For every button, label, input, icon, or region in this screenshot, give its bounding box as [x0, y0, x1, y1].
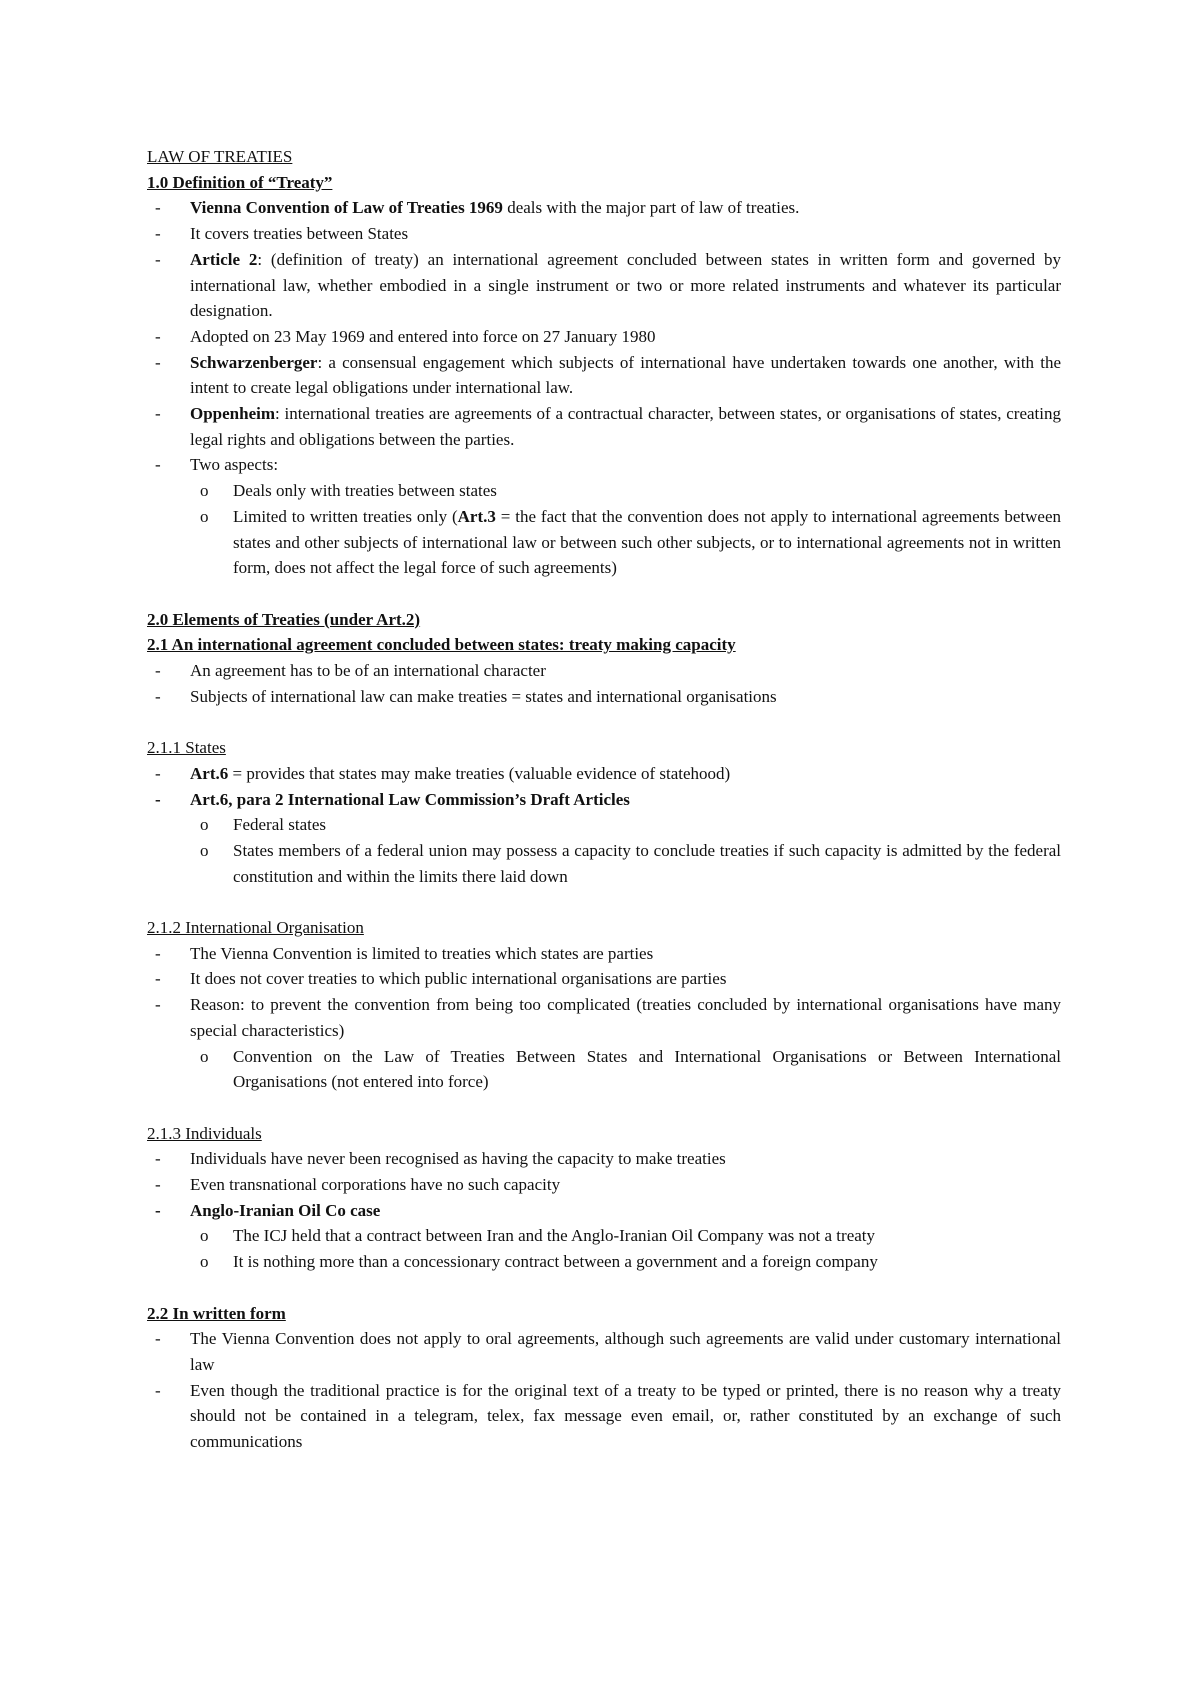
list-item	[147, 1146, 1061, 1172]
section-2-2-list	[147, 1326, 1061, 1455]
item-text: It covers treaties between States	[190, 224, 409, 244]
bold-term: Article 2	[190, 249, 258, 269]
item-text: It is nothing more than a concessionary contract between a government and a foreign company	[233, 1252, 878, 1272]
item-text: Individuals have never been recognised as having the capacity to make treaties	[190, 1149, 726, 1169]
bold-term: Vienna Convention of Law of Treaties 1969	[190, 198, 503, 218]
bold-term: Art.6, para 2 International Law Commission’s Draft Articles	[190, 789, 630, 809]
sub-list-item	[190, 812, 1061, 838]
bold-term: Art.6	[190, 763, 229, 783]
item-text: It does not cover treaties to which public international organisations are parties	[190, 969, 727, 989]
item-text: Two aspects:	[190, 455, 279, 475]
list-item	[147, 787, 1061, 890]
sub-list-item	[190, 504, 1061, 581]
item-text: Even transnational corporations have no such capacity	[190, 1175, 561, 1195]
item-text: The ICJ held that a contract between Iran and the Anglo-Iranian Oil Company was not a treaty	[233, 1226, 876, 1246]
section-2-1-3-heading: 2.1.3 Individuals	[147, 1123, 262, 1143]
section-2-1-1-heading: 2.1.1 States	[147, 738, 226, 758]
bold-term: Art.3	[457, 506, 496, 526]
list-item	[147, 401, 1061, 452]
sub-list	[190, 812, 1061, 889]
list-item	[147, 658, 1061, 684]
sub-list	[190, 478, 1061, 581]
section-1-heading: 1.0 Definition of “Treaty”	[147, 172, 333, 192]
sub-list-item	[190, 838, 1061, 889]
list-item	[147, 761, 1061, 787]
item-text: = provides that states may make treaties (valuable evidence of statehood)	[228, 763, 731, 783]
sub-list	[190, 1223, 1061, 1274]
list-item	[147, 1326, 1061, 1377]
document-title: LAW OF TREATIES	[147, 147, 293, 166]
list-item	[147, 195, 1061, 221]
list-item	[147, 992, 1061, 1095]
list-item	[147, 324, 1061, 350]
list-item	[147, 1172, 1061, 1198]
list-item	[147, 350, 1061, 401]
item-text: The Vienna Convention does not apply to oral agreements, although such agreements are valid under customary international law	[190, 1329, 1061, 1374]
section-1-list	[147, 195, 1061, 581]
section-2-1-heading: 2.1 An international agreement concluded between states: treaty making capacity	[147, 635, 736, 655]
section-2-1-list	[147, 658, 1061, 709]
section-2-1-2-heading: 2.1.2 International Organisation	[147, 918, 364, 938]
item-text: : international treaties are agreements of a contractual character, between states, or organisations of states, creating legal rights and obligations between the parties.	[190, 404, 1061, 449]
list-item	[147, 221, 1061, 247]
item-text: Limited to written treaties only (	[233, 506, 458, 526]
list-item	[147, 941, 1061, 967]
item-text: Subjects of international law can make treaties = states and international organisations	[190, 686, 777, 706]
list-item	[147, 452, 1061, 581]
item-text: Adopted on 23 May 1969 and entered into force on 27 January 1980	[190, 326, 656, 346]
item-text: = the fact that the convention does not apply to international agreements between states and other subjects of international law or between such other subjects, or to international agreements not in written form, does not affect the legal force of such agreements)	[233, 506, 1061, 578]
item-text: Even though the traditional practice is for the original text of a treaty to be typed or printed, there is no reason why a treaty should not be contained in a telegram, telex, fax message even email, or, rather constituted by an exchange of such communications	[190, 1380, 1061, 1452]
list-item	[147, 966, 1061, 992]
sub-list-item	[190, 1223, 1061, 1249]
list-item	[147, 684, 1061, 710]
sub-list-item	[190, 478, 1061, 504]
section-2-heading: 2.0 Elements of Treaties (under Art.2)	[147, 609, 421, 629]
section-2-1-3-list	[147, 1146, 1061, 1275]
item-text: States members of a federal union may possess a capacity to conclude treaties if such capacity is admitted by the federal constitution and within the limits there laid down	[233, 840, 1061, 886]
section-2-2-heading: 2.2 In written form	[147, 1303, 286, 1323]
item-text: deals with the major part of law of treaties.	[502, 198, 800, 218]
item-text: The Vienna Convention is limited to treaties which states are parties	[190, 943, 654, 963]
item-text: Federal states	[233, 815, 326, 835]
bold-term: Anglo-Iranian Oil Co case	[190, 1200, 381, 1220]
item-text: : a consensual engagement which subjects of international have undertaken towards one another, with the intent to create legal obligations under international law.	[190, 352, 1061, 398]
bold-term: Oppenheim	[190, 404, 276, 424]
item-text: An agreement has to be of an international character	[190, 661, 546, 681]
list-item	[147, 247, 1061, 324]
list-item	[147, 1198, 1061, 1275]
bold-term: Schwarzenberger	[190, 352, 318, 372]
document-page	[147, 144, 1061, 1455]
item-text: : (definition of treaty) an international agreement concluded between states in written form and governed by international law, whether embodied in a single instrument or two or more related instruments and whatever its particular designation.	[190, 249, 1062, 321]
section-2-1-2-list	[147, 941, 1061, 1095]
item-text: Reason: to prevent the convention from being too complicated (treaties concluded by international organisations have many special characteristics)	[190, 995, 1061, 1040]
section-2-1-1-list	[147, 761, 1061, 890]
item-text: Deals only with treaties between states	[233, 481, 497, 501]
sub-list-item	[190, 1044, 1061, 1095]
sub-list-item	[190, 1249, 1061, 1275]
sub-list	[190, 1044, 1061, 1095]
item-text: Convention on the Law of Treaties Between States and International Organisations or Between International Organisations (not entered into force)	[233, 1046, 1061, 1092]
list-item	[147, 1378, 1061, 1455]
